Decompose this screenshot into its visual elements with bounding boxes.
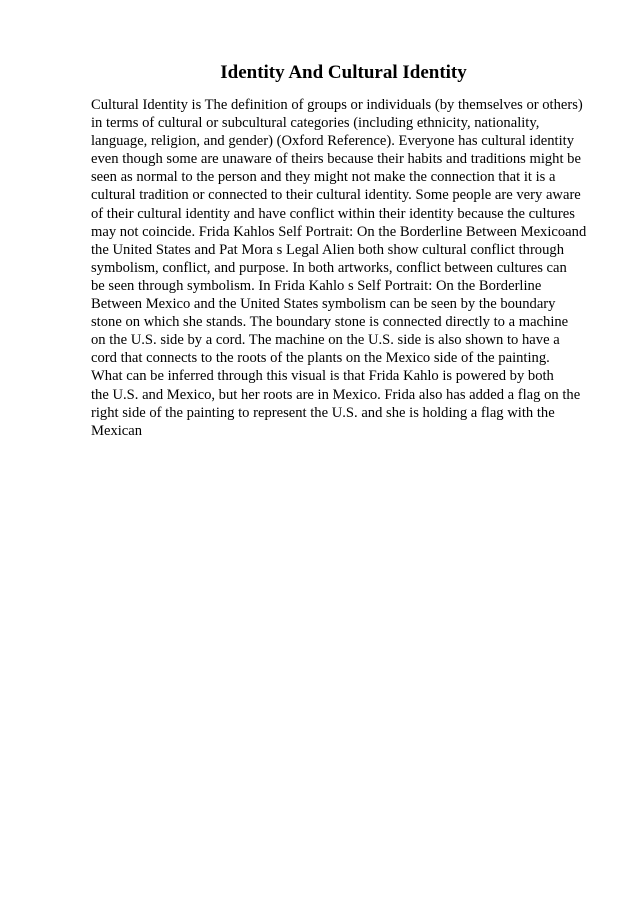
body-line: language, religion, and gender) (Oxford Reference). Everyone has cultural identity [91, 133, 575, 150]
document-body [91, 96, 611, 440]
body-line: on the U.S. side by a cord. The machine on the U.S. side is also shown to have a [91, 332, 560, 349]
body-line: Mexican [91, 422, 143, 439]
body-line: Cultural Identity is The definition of groups or individuals (by themselves or others) [91, 97, 583, 113]
document-title: Identity And Cultural Identity [220, 62, 467, 83]
body-line: symbolism, conflict, and purpose. In both artworks, conflict between cultures can [91, 259, 567, 276]
body-line: Between Mexico and the United States symbolism can be seen by the boundary [91, 296, 556, 313]
body-line: in terms of cultural or subcultural categories (including ethnicity, nationality, [91, 115, 540, 132]
body-line: even though some are unaware of theirs because their habits and traditions might be [91, 151, 581, 168]
body-line: cultural tradition or connected to their cultural identity. Some people are very aware [91, 187, 581, 204]
body-line: What can be inferred through this visual is that Frida Kahlo is powered by both [91, 368, 554, 385]
body-line: stone on which she stands. The boundary stone is connected directly to a machine [91, 314, 569, 331]
body-line: cord that connects to the roots of the plants on the Mexico side of the painting. [91, 350, 550, 367]
body-line: the U.S. and Mexico, but her roots are in Mexico. Frida also has added a flag on the [91, 386, 581, 403]
body-line: seen as normal to the person and they might not make the connection that it is a [91, 169, 556, 186]
body-line: may not coincide. Frida Kahlos Self Portrait: On the Borderline Between Mexicoand [91, 223, 587, 240]
body-line: of their cultural identity and have conflict within their identity because the cultures [91, 205, 575, 222]
body-line: the United States and Pat Mora s Legal Alien both show cultural conflict through [91, 241, 564, 258]
body-line: be seen through symbolism. In Frida Kahlo s Self Portrait: On the Borderline [91, 277, 542, 294]
body-line: right side of the painting to represent the U.S. and she is holding a flag with the [91, 404, 555, 421]
